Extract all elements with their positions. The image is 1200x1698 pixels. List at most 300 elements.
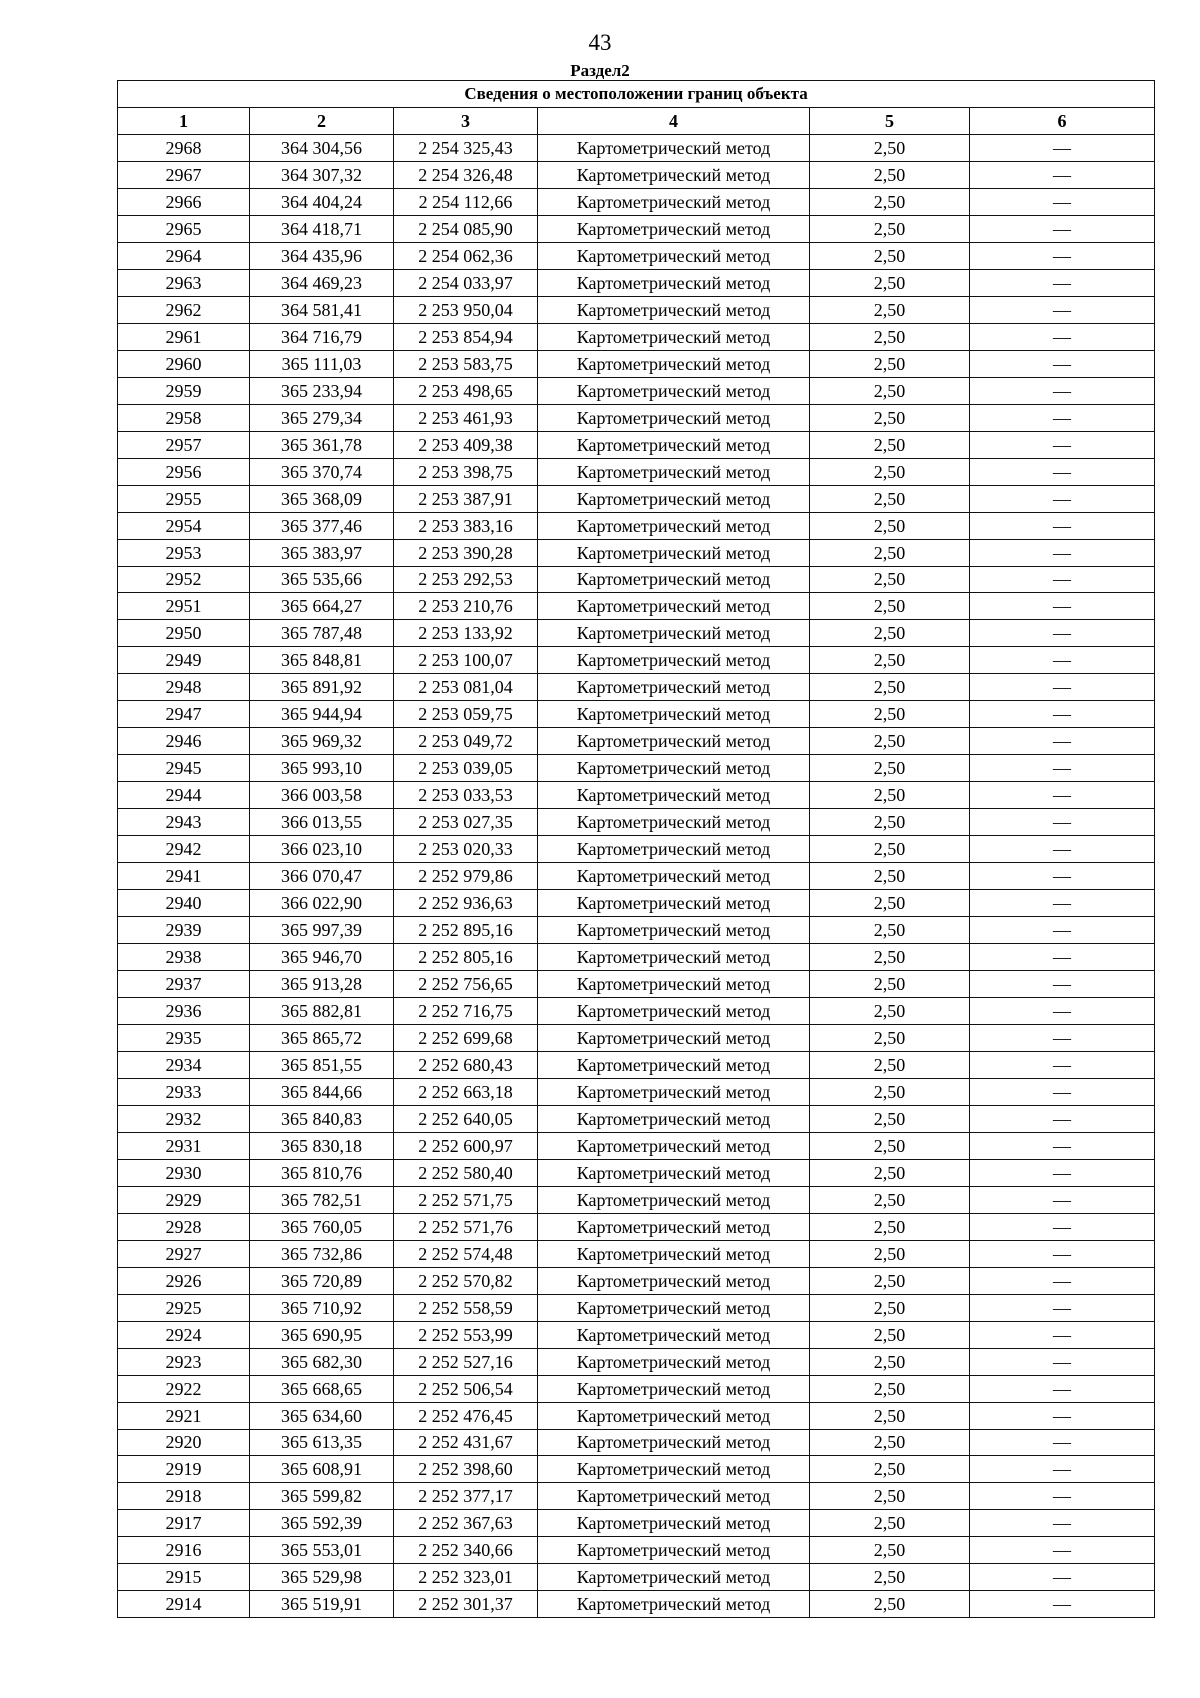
note-cell: —	[970, 971, 1155, 998]
table-row	[118, 620, 1155, 647]
table-row	[118, 296, 1155, 323]
accuracy-cell: 2,50	[810, 404, 970, 431]
point-number-cell: 2921	[118, 1402, 250, 1429]
note-cell: —	[970, 1348, 1155, 1375]
method-cell: Картометрический метод	[538, 809, 810, 836]
point-number-cell: 2923	[118, 1348, 250, 1375]
point-number-cell: 2937	[118, 971, 250, 998]
y-coordinate-cell: 2 252 979,86	[394, 863, 538, 890]
y-coordinate-cell: 2 253 498,65	[394, 377, 538, 404]
table-row	[118, 161, 1155, 188]
note-cell: —	[970, 1456, 1155, 1483]
y-coordinate-cell: 2 252 340,66	[394, 1537, 538, 1564]
method-cell: Картометрический метод	[538, 890, 810, 917]
x-coordinate-cell: 364 404,24	[250, 188, 394, 215]
x-coordinate-cell: 365 865,72	[250, 1024, 394, 1051]
y-coordinate-cell: 2 252 367,63	[394, 1510, 538, 1537]
x-coordinate-cell: 365 844,66	[250, 1078, 394, 1105]
note-cell: —	[970, 782, 1155, 809]
note-cell: —	[970, 1483, 1155, 1510]
accuracy-cell: 2,50	[810, 431, 970, 458]
table-row	[118, 1240, 1155, 1267]
note-cell: —	[970, 1213, 1155, 1240]
x-coordinate-cell: 365 848,81	[250, 647, 394, 674]
table-caption-row	[118, 81, 1155, 108]
accuracy-cell: 2,50	[810, 836, 970, 863]
accuracy-cell: 2,50	[810, 1024, 970, 1051]
accuracy-cell: 2,50	[810, 1375, 970, 1402]
note-cell: —	[970, 1510, 1155, 1537]
table-row	[118, 809, 1155, 836]
note-cell: —	[970, 1132, 1155, 1159]
accuracy-cell: 2,50	[810, 296, 970, 323]
point-number-cell: 2954	[118, 512, 250, 539]
note-cell: —	[970, 836, 1155, 863]
point-number-cell: 2914	[118, 1591, 250, 1618]
note-cell: —	[970, 1321, 1155, 1348]
table-row	[118, 1429, 1155, 1456]
table-row	[118, 1159, 1155, 1186]
table-row	[118, 836, 1155, 863]
table-row	[118, 1024, 1155, 1051]
y-coordinate-cell: 2 252 571,75	[394, 1186, 538, 1213]
note-cell: —	[970, 1429, 1155, 1456]
y-coordinate-cell: 2 254 326,48	[394, 161, 538, 188]
point-number-cell: 2941	[118, 863, 250, 890]
x-coordinate-cell: 364 304,56	[250, 135, 394, 162]
method-cell: Картометрический метод	[538, 512, 810, 539]
x-coordinate-cell: 364 581,41	[250, 296, 394, 323]
method-cell: Картометрический метод	[538, 1375, 810, 1402]
accuracy-cell: 2,50	[810, 1051, 970, 1078]
accuracy-cell: 2,50	[810, 1564, 970, 1591]
table-row	[118, 728, 1155, 755]
method-cell: Картометрический метод	[538, 1105, 810, 1132]
table-row	[118, 1321, 1155, 1348]
y-coordinate-cell: 2 253 409,38	[394, 431, 538, 458]
y-coordinate-cell: 2 252 571,76	[394, 1213, 538, 1240]
x-coordinate-cell: 365 608,91	[250, 1456, 394, 1483]
point-number-cell: 2951	[118, 593, 250, 620]
method-cell: Картометрический метод	[538, 1159, 810, 1186]
point-number-cell: 2939	[118, 917, 250, 944]
x-coordinate-cell: 365 370,74	[250, 458, 394, 485]
table-row	[118, 755, 1155, 782]
x-coordinate-cell: 365 690,95	[250, 1321, 394, 1348]
point-number-cell: 2930	[118, 1159, 250, 1186]
y-coordinate-cell: 2 253 027,35	[394, 809, 538, 836]
point-number-cell: 2919	[118, 1456, 250, 1483]
accuracy-cell: 2,50	[810, 323, 970, 350]
y-coordinate-cell: 2 253 398,75	[394, 458, 538, 485]
x-coordinate-cell: 364 307,32	[250, 161, 394, 188]
method-cell: Картометрический метод	[538, 1564, 810, 1591]
method-cell: Картометрический метод	[538, 404, 810, 431]
table-row	[118, 998, 1155, 1025]
y-coordinate-cell: 2 253 081,04	[394, 674, 538, 701]
point-number-cell: 2966	[118, 188, 250, 215]
x-coordinate-cell: 364 469,23	[250, 269, 394, 296]
x-coordinate-cell: 365 668,65	[250, 1375, 394, 1402]
table-row	[118, 135, 1155, 162]
y-coordinate-cell: 2 252 756,65	[394, 971, 538, 998]
note-cell: —	[970, 404, 1155, 431]
method-cell: Картометрический метод	[538, 917, 810, 944]
method-cell: Картометрический метод	[538, 674, 810, 701]
accuracy-cell: 2,50	[810, 350, 970, 377]
accuracy-cell: 2,50	[810, 1348, 970, 1375]
note-cell: —	[970, 998, 1155, 1025]
y-coordinate-cell: 2 253 583,75	[394, 350, 538, 377]
accuracy-cell: 2,50	[810, 1105, 970, 1132]
table-row	[118, 539, 1155, 566]
x-coordinate-cell: 365 997,39	[250, 917, 394, 944]
accuracy-cell: 2,50	[810, 1456, 970, 1483]
accuracy-cell: 2,50	[810, 485, 970, 512]
y-coordinate-cell: 2 252 600,97	[394, 1132, 538, 1159]
table-row	[118, 242, 1155, 269]
x-coordinate-cell: 365 664,27	[250, 593, 394, 620]
x-coordinate-cell: 365 913,28	[250, 971, 394, 998]
point-number-cell: 2963	[118, 269, 250, 296]
x-coordinate-cell: 365 782,51	[250, 1186, 394, 1213]
note-cell: —	[970, 1294, 1155, 1321]
y-coordinate-cell: 2 252 680,43	[394, 1051, 538, 1078]
accuracy-cell: 2,50	[810, 512, 970, 539]
accuracy-cell: 2,50	[810, 809, 970, 836]
x-coordinate-cell: 365 599,82	[250, 1483, 394, 1510]
accuracy-cell: 2,50	[810, 539, 970, 566]
note-cell: —	[970, 566, 1155, 593]
method-cell: Картометрический метод	[538, 431, 810, 458]
note-cell: —	[970, 1240, 1155, 1267]
column-header: 4	[538, 108, 810, 135]
y-coordinate-cell: 2 253 133,92	[394, 620, 538, 647]
x-coordinate-cell: 365 111,03	[250, 350, 394, 377]
x-coordinate-cell: 365 535,66	[250, 566, 394, 593]
table-row	[118, 944, 1155, 971]
point-number-cell: 2924	[118, 1321, 250, 1348]
method-cell: Картометрический метод	[538, 1240, 810, 1267]
table-row	[118, 890, 1155, 917]
note-cell: —	[970, 539, 1155, 566]
point-number-cell: 2946	[118, 728, 250, 755]
accuracy-cell: 2,50	[810, 674, 970, 701]
accuracy-cell: 2,50	[810, 1294, 970, 1321]
note-cell: —	[970, 755, 1155, 782]
note-cell: —	[970, 944, 1155, 971]
method-cell: Картометрический метод	[538, 242, 810, 269]
point-number-cell: 2955	[118, 485, 250, 512]
x-coordinate-cell: 365 529,98	[250, 1564, 394, 1591]
method-cell: Картометрический метод	[538, 485, 810, 512]
x-coordinate-cell: 366 023,10	[250, 836, 394, 863]
method-cell: Картометрический метод	[538, 971, 810, 998]
y-coordinate-cell: 2 253 387,91	[394, 485, 538, 512]
table-row	[118, 1186, 1155, 1213]
x-coordinate-cell: 365 891,92	[250, 674, 394, 701]
table-header-row	[118, 108, 1155, 135]
accuracy-cell: 2,50	[810, 1321, 970, 1348]
method-cell: Картометрический метод	[538, 161, 810, 188]
accuracy-cell: 2,50	[810, 1186, 970, 1213]
accuracy-cell: 2,50	[810, 1159, 970, 1186]
x-coordinate-cell: 365 851,55	[250, 1051, 394, 1078]
point-number-cell: 2936	[118, 998, 250, 1025]
table-row	[118, 1591, 1155, 1618]
y-coordinate-cell: 2 253 383,16	[394, 512, 538, 539]
table-row	[118, 1510, 1155, 1537]
y-coordinate-cell: 2 252 805,16	[394, 944, 538, 971]
point-number-cell: 2962	[118, 296, 250, 323]
point-number-cell: 2915	[118, 1564, 250, 1591]
section-title: Раздел2	[570, 61, 630, 80]
point-number-cell: 2967	[118, 161, 250, 188]
y-coordinate-cell: 2 252 527,16	[394, 1348, 538, 1375]
y-coordinate-cell: 2 252 506,54	[394, 1375, 538, 1402]
x-coordinate-cell: 365 993,10	[250, 755, 394, 782]
y-coordinate-cell: 2 253 461,93	[394, 404, 538, 431]
y-coordinate-cell: 2 252 553,99	[394, 1321, 538, 1348]
note-cell: —	[970, 809, 1155, 836]
point-number-cell: 2950	[118, 620, 250, 647]
accuracy-cell: 2,50	[810, 971, 970, 998]
x-coordinate-cell: 366 013,55	[250, 809, 394, 836]
method-cell: Картометрический метод	[538, 350, 810, 377]
method-cell: Картометрический метод	[538, 323, 810, 350]
note-cell: —	[970, 728, 1155, 755]
accuracy-cell: 2,50	[810, 782, 970, 809]
y-coordinate-cell: 2 252 640,05	[394, 1105, 538, 1132]
y-coordinate-cell: 2 253 210,76	[394, 593, 538, 620]
note-cell: —	[970, 323, 1155, 350]
accuracy-cell: 2,50	[810, 917, 970, 944]
point-number-cell: 2959	[118, 377, 250, 404]
method-cell: Картометрический метод	[538, 215, 810, 242]
y-coordinate-cell: 2 252 377,17	[394, 1483, 538, 1510]
method-cell: Картометрический метод	[538, 1213, 810, 1240]
accuracy-cell: 2,50	[810, 890, 970, 917]
table-row	[118, 782, 1155, 809]
point-number-cell: 2958	[118, 404, 250, 431]
x-coordinate-cell: 365 368,09	[250, 485, 394, 512]
table-row	[118, 1348, 1155, 1375]
method-cell: Картометрический метод	[538, 1132, 810, 1159]
method-cell: Картометрический метод	[538, 782, 810, 809]
point-number-cell: 2944	[118, 782, 250, 809]
note-cell: —	[970, 350, 1155, 377]
note-cell: —	[970, 620, 1155, 647]
x-coordinate-cell: 365 710,92	[250, 1294, 394, 1321]
note-cell: —	[970, 593, 1155, 620]
method-cell: Картометрический метод	[538, 944, 810, 971]
accuracy-cell: 2,50	[810, 135, 970, 162]
method-cell: Картометрический метод	[538, 1348, 810, 1375]
point-number-cell: 2961	[118, 323, 250, 350]
accuracy-cell: 2,50	[810, 1240, 970, 1267]
note-cell: —	[970, 188, 1155, 215]
y-coordinate-cell: 2 253 950,04	[394, 296, 538, 323]
note-cell: —	[970, 296, 1155, 323]
page-number: 43	[588, 30, 612, 55]
y-coordinate-cell: 2 252 663,18	[394, 1078, 538, 1105]
note-cell: —	[970, 135, 1155, 162]
y-coordinate-cell: 2 253 854,94	[394, 323, 538, 350]
table-row	[118, 485, 1155, 512]
note-cell: —	[970, 485, 1155, 512]
note-cell: —	[970, 1105, 1155, 1132]
table-row	[118, 458, 1155, 485]
table-row	[118, 1105, 1155, 1132]
table-row	[118, 701, 1155, 728]
note-cell: —	[970, 431, 1155, 458]
accuracy-cell: 2,50	[810, 161, 970, 188]
method-cell: Картометрический метод	[538, 296, 810, 323]
accuracy-cell: 2,50	[810, 701, 970, 728]
point-number-cell: 2922	[118, 1375, 250, 1402]
table-row	[118, 512, 1155, 539]
y-coordinate-cell: 2 253 020,33	[394, 836, 538, 863]
table-row	[118, 1294, 1155, 1321]
note-cell: —	[970, 863, 1155, 890]
point-number-cell: 2942	[118, 836, 250, 863]
note-cell: —	[970, 377, 1155, 404]
y-coordinate-cell: 2 252 431,67	[394, 1429, 538, 1456]
method-cell: Картометрический метод	[538, 458, 810, 485]
y-coordinate-cell: 2 253 049,72	[394, 728, 538, 755]
table-row	[118, 1456, 1155, 1483]
column-header: 1	[118, 108, 250, 135]
note-cell: —	[970, 1024, 1155, 1051]
y-coordinate-cell: 2 254 325,43	[394, 135, 538, 162]
table-caption: Сведения о местоположении границ объекта	[118, 81, 1155, 108]
method-cell: Картометрический метод	[538, 728, 810, 755]
note-cell: —	[970, 1267, 1155, 1294]
y-coordinate-cell: 2 252 398,60	[394, 1456, 538, 1483]
table-row	[118, 917, 1155, 944]
table-row	[118, 323, 1155, 350]
y-coordinate-cell: 2 254 112,66	[394, 188, 538, 215]
method-cell: Картометрический метод	[538, 620, 810, 647]
method-cell: Картометрический метод	[538, 755, 810, 782]
note-cell: —	[970, 917, 1155, 944]
table-row	[118, 593, 1155, 620]
note-cell: —	[970, 701, 1155, 728]
method-cell: Картометрический метод	[538, 135, 810, 162]
accuracy-cell: 2,50	[810, 269, 970, 296]
accuracy-cell: 2,50	[810, 620, 970, 647]
x-coordinate-cell: 365 233,94	[250, 377, 394, 404]
point-number-cell: 2956	[118, 458, 250, 485]
x-coordinate-cell: 365 361,78	[250, 431, 394, 458]
x-coordinate-cell: 365 830,18	[250, 1132, 394, 1159]
method-cell: Картометрический метод	[538, 1591, 810, 1618]
method-cell: Картометрический метод	[538, 1051, 810, 1078]
point-number-cell: 2953	[118, 539, 250, 566]
table-row	[118, 1375, 1155, 1402]
method-cell: Картометрический метод	[538, 1078, 810, 1105]
method-cell: Картометрический метод	[538, 269, 810, 296]
table-row	[118, 215, 1155, 242]
point-number-cell: 2918	[118, 1483, 250, 1510]
y-coordinate-cell: 2 254 085,90	[394, 215, 538, 242]
x-coordinate-cell: 365 553,01	[250, 1537, 394, 1564]
note-cell: —	[970, 1375, 1155, 1402]
method-cell: Картометрический метод	[538, 188, 810, 215]
table-row	[118, 404, 1155, 431]
note-cell: —	[970, 1564, 1155, 1591]
table-row	[118, 863, 1155, 890]
method-cell: Картометрический метод	[538, 1537, 810, 1564]
point-number-cell: 2949	[118, 647, 250, 674]
method-cell: Картометрический метод	[538, 1429, 810, 1456]
y-coordinate-cell: 2 252 574,48	[394, 1240, 538, 1267]
accuracy-cell: 2,50	[810, 755, 970, 782]
column-header: 6	[970, 108, 1155, 135]
note-cell: —	[970, 1402, 1155, 1429]
table-row	[118, 566, 1155, 593]
note-cell: —	[970, 1051, 1155, 1078]
point-number-cell: 2928	[118, 1213, 250, 1240]
point-number-cell: 2927	[118, 1240, 250, 1267]
point-number-cell: 2932	[118, 1105, 250, 1132]
method-cell: Картометрический метод	[538, 1186, 810, 1213]
point-number-cell: 2964	[118, 242, 250, 269]
method-cell: Картометрический метод	[538, 1456, 810, 1483]
note-cell: —	[970, 647, 1155, 674]
table-row	[118, 1483, 1155, 1510]
y-coordinate-cell: 2 253 390,28	[394, 539, 538, 566]
method-cell: Картометрический метод	[538, 1024, 810, 1051]
accuracy-cell: 2,50	[810, 1132, 970, 1159]
method-cell: Картометрический метод	[538, 1510, 810, 1537]
method-cell: Картометрический метод	[538, 836, 810, 863]
note-cell: —	[970, 242, 1155, 269]
note-cell: —	[970, 458, 1155, 485]
note-cell: —	[970, 1078, 1155, 1105]
accuracy-cell: 2,50	[810, 458, 970, 485]
point-number-cell: 2935	[118, 1024, 250, 1051]
point-number-cell: 2933	[118, 1078, 250, 1105]
x-coordinate-cell: 365 760,05	[250, 1213, 394, 1240]
table-row	[118, 1402, 1155, 1429]
note-cell: —	[970, 161, 1155, 188]
accuracy-cell: 2,50	[810, 944, 970, 971]
y-coordinate-cell: 2 252 716,75	[394, 998, 538, 1025]
column-header: 2	[250, 108, 394, 135]
y-coordinate-cell: 2 253 100,07	[394, 647, 538, 674]
note-cell: —	[970, 215, 1155, 242]
accuracy-cell: 2,50	[810, 998, 970, 1025]
accuracy-cell: 2,50	[810, 1402, 970, 1429]
note-cell: —	[970, 269, 1155, 296]
accuracy-cell: 2,50	[810, 1078, 970, 1105]
x-coordinate-cell: 365 613,35	[250, 1429, 394, 1456]
y-coordinate-cell: 2 253 033,53	[394, 782, 538, 809]
accuracy-cell: 2,50	[810, 377, 970, 404]
x-coordinate-cell: 366 022,90	[250, 890, 394, 917]
x-coordinate-cell: 366 003,58	[250, 782, 394, 809]
table-row	[118, 188, 1155, 215]
method-cell: Картометрический метод	[538, 1402, 810, 1429]
note-cell: —	[970, 512, 1155, 539]
point-number-cell: 2934	[118, 1051, 250, 1078]
table-row	[118, 1213, 1155, 1240]
accuracy-cell: 2,50	[810, 728, 970, 755]
table-row	[118, 1537, 1155, 1564]
y-coordinate-cell: 2 253 292,53	[394, 566, 538, 593]
method-cell: Картометрический метод	[538, 863, 810, 890]
